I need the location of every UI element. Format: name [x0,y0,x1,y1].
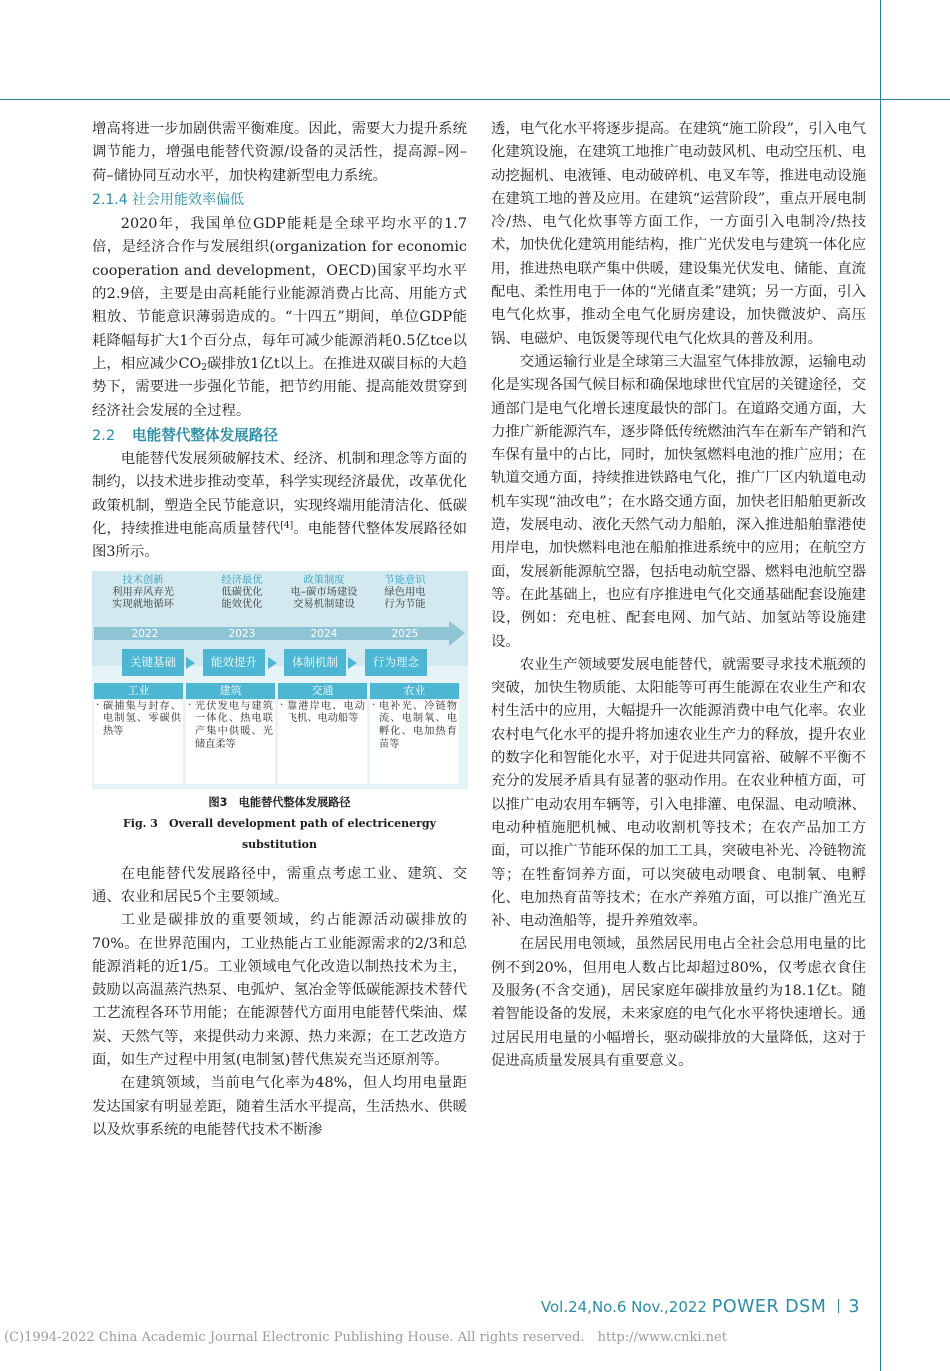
sector-text: 碳捕集与封存、电制氢、零碳供热等 [103,700,181,738]
paragraph-industry: 工业是碳排放的重要领域，约占能源活动碳排放的70%。在世界范围内，工业热能占工业能源需求的2/3和总能源消耗的近1/5。工业领域电气化改造以制热技术为主，鼓励以高温蒸汽热泵、电弧炉、氢冶金等低碳能源技术替代工艺流程各环节用能；在能源替代方面用电能替代柴油、煤炭、天然气等，来提供动力来源、热力来源；在工艺改造方面，如生产过程中用氢(电制氢)替代焦炭充当还原剂等。 [92,912,467,1069]
step-box: 体制机制 [284,649,346,676]
right-column [491,118,866,1073]
caption-line: Fig. 3 Overall development path of electricenergy [122,816,437,830]
paragraph-agriculture: 农业生产领域要发展电能替代，就需要寻求技术瓶颈的突破，加快生物质能、太阳能等可再生能源在农业生产和农村生活中的应用，大幅提升一次能源消费中电气化率。农业农村电气化水平的提升将加速农业生产力的释放，提升农业的数字化和智能化水平，对于促进共同富裕、破解不平衡不充分的发展矛盾具有显著的驱动作用。在农业种植方面，可以推广电动农用车辆等，引入电排灌、电保温、电动喷淋、电动种植施肥机械、电动收割机等技术；在农产品加工方面，可以推广节能环保的加工工具，突破电补光、冷链物流等；在牲畜饲养方面，可以突破电动喂食、电制氧、电孵化、电加热育苗等技术；在水产养殖方面，可以推广渔光互补、电动渔船等，提升养殖效率。 [491,656,866,930]
sector-header: 建筑 [186,683,275,699]
sector-box [278,700,367,784]
timeline-item [279,574,369,611]
timeline-item [360,574,450,611]
timeline-head: 技术创新 [122,573,164,586]
timeline-head: 节能意识 [384,573,426,586]
bullet-icon: · [188,699,192,711]
paragraph-building: 在建筑领域，当前电气化率为48%，但人均用电量距发达国家有明显差距，随着生活水平提高，生活热水、供暖以及炊事系统的电能替代技术不断渗 [92,1075,467,1138]
timeline-arrow-head [449,621,465,646]
header-rule [0,99,950,100]
footer-divider [838,1299,839,1313]
step-arrow [268,657,277,669]
timeline-line: 电–碳市场建设 [290,585,358,598]
sector-text: 电补光、冷链物流、电制氧、电孵化、电加热育苗等 [379,700,457,751]
step-arrow [186,657,195,669]
section-title: 电能替代整体发展路径 [132,426,278,444]
timeline-item [197,574,287,611]
text-run: 电能替代发展须破解技术、经济、机制和理念等方面的制约，以技术进步推动变革，科学实现经济最优，改革优化政策机制，塑造全民节能意识，实现终端用能清洁化、低碳化，持续推进电能高质量替代 [92,451,467,538]
step-box: 能效提升 [203,649,265,676]
timeline-year: 2022 [131,627,159,640]
timeline-year: 2025 [391,627,419,640]
section-2-2-heading [92,424,467,447]
paragraph-transport: 交通运输行业是全球第三大温室气体排放源，运输电动化是实现各国气候目标和确保地球世代宜居的关键途径，交通部门是电气化增长速度最快的部门。在道路交通方面，大力推广新能源汽车，逐步降低传统燃油汽车在新车产销和汽车保有量中的占比，同时，加快氢燃料电池的推广应用；在轨道交通方面，持续推进铁路电气化，推广厂区内轨道电动机车实现“油改电”；在水路交通方面，加快老旧船舶更新改造，发展电动、液化天然气动力船舶，深入推进船舶靠港使用岸电，加快燃料电池在船舶推进系统中的应用；在航空方面，发展新能源航空器，包括电动航空器、燃料电池航空器等。在此基础上，也应有序推进电气化交通基础配套设施建设，例如：充电桩、配套电网、加气站、加氢站等设施建设。 [491,353,866,650]
timeline-line: 实现就地循环 [112,598,174,611]
paragraph-building-continued: 透，电气化水平将逐步提高。在建筑“施工阶段”，引入电气化建筑设施，在建筑工地推广电动鼓风机、电动空压机、电动挖掘机、电液锤、电动破碎机、电叉车等，推进电动设施在建筑工地的普及应用。在建筑“运营阶段”，重点开展电制冷/热、电气化炊事等方面工作，一方面引入电制冷/热技术，加快优化建筑用能结构，推广光伏发电与建筑一体化应用，推进热电联产集中供暖，建设集光伏发电、储能、直流配电、柔性用电于一体的“光储直柔”建筑；另一方面，引入电气化炊事，推动全电气化厨房建设，加快微波炉、高压锅、电磁炉、电饭煲等现代电气化炊具的普及利用。 [491,121,866,347]
paragraph-gdp [92,213,467,423]
text-run: 2020年，我国单位GDP能耗是全球平均水平的1.7倍，是经济合作与发展组织(organization for economic cooperation and development，OECD)国家平均水平的2.9倍，主要是由高耗能行业能源消费占比高、用能方式粗放、节能意识薄弱造成的。“十四五”期间，单位GDP能耗降幅每扩大1个百分点，每年可减少能源消耗0.5亿tce以上，相应减少CO [92,216,467,372]
reference-mark: [4] [280,521,294,532]
sector-text: 靠港岸电、电动飞机、电动船等 [287,700,365,725]
timeline-line: 交易机制建设 [293,598,355,611]
bullet-icon: · [96,699,100,711]
timeline-item [98,574,188,611]
timeline-line: 绿色用电 [384,585,426,598]
paragraph-intro: 增高将进一步加剧供需平衡难度。因此，需要大力提升系统调节能力，增强电能替代资源/设备的灵活性，提高源–网–荷–储协同互动水平，加快构建新型电力系统。 [92,121,467,184]
sector-box [186,700,275,784]
section-2-1-4-heading [92,189,467,212]
timeline-year: 2024 [310,627,338,640]
timeline-head: 政策制度 [303,573,345,586]
section-number: 2.2 [92,426,116,444]
section-title: 社会用能效率偏低 [132,191,244,208]
journal-name: POWER DSM [711,1297,827,1317]
timeline-line: 行为节能 [384,598,426,611]
step-box: 行为理念 [365,649,427,676]
bullet-icon: · [372,699,376,711]
paragraph-five-sectors: 在电能替代发展路径中，需重点考虑工业、建筑、交通、农业和居民5个主要领域。 [92,865,467,905]
top-frame-vertical-line [880,0,881,100]
journal-issue: Vol.24,No.6 Nov.,2022 [540,1298,707,1316]
timeline-line: 利用弃风弃光 [112,585,174,598]
figure-caption-en [92,813,467,855]
text-run: 。电能替代整体发展路径如图3所示。 [92,521,467,561]
paragraph-path [92,448,467,564]
paragraph-residential: 在居民用电领域，虽然居民用电占全社会总用电量的比例不到20%，但用电人数占比却超过80%，仅考虑衣食住及服务(不含交通)，居民家庭年碳排放量约为18.1亿t。随着智能设备的发展，未来家庭的电气化水平将快速增长。通过居民用电量的小幅增长，驱动碳排放的大量降低，这对于促进高质量发展具有重要意义。 [491,936,866,1069]
timeline-year: 2023 [228,627,256,640]
bullet-icon: · [280,699,284,711]
step-arrow [348,657,357,669]
figure-caption-cn: 图3 电能替代整体发展路径 [208,795,351,809]
timeline-head: 经济最优 [221,573,263,586]
sector-header: 农业 [370,683,459,699]
sector-header: 工业 [94,683,183,699]
figure-3-diagram [92,571,468,789]
left-column [92,118,467,1142]
sector-header: 交通 [278,683,367,699]
sector-box [94,700,183,784]
sector-box [370,700,459,784]
timeline-line: 能效优化 [221,598,263,611]
page-footer [541,1297,860,1317]
sector-text: 光伏发电与建筑一体化、热电联产集中供暖、光储直柔等 [195,700,273,751]
timeline-line: 低碳优化 [221,585,263,598]
subscript: 2 [201,362,208,373]
step-box: 关键基础 [122,649,184,676]
caption-line: substitution [241,837,317,851]
text-run: 碳排放1亿t以上。在推进双碳目标的大趋势下，需要进一步强化节能，把节约用能、提高能效贯穿到经济社会发展的全过程。 [92,355,467,419]
page-number: 3 [848,1297,860,1317]
section-number: 2.1.4 [92,191,128,208]
copyright-line: (C)1994-2022 China Academic Journal Electronic Publishing House. All rights reserved. http://www.cnki.net [4,1330,727,1345]
right-margin-line [880,99,881,1371]
